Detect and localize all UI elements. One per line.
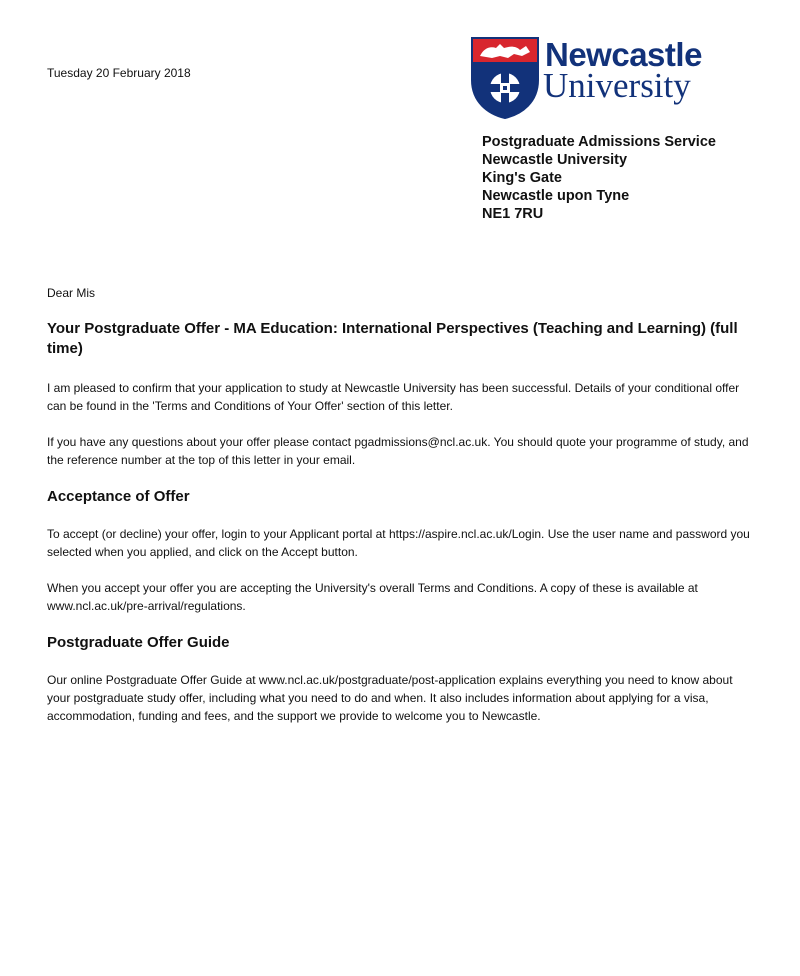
university-logo xyxy=(470,36,715,120)
letter-body xyxy=(47,319,752,743)
logo-line-2: University xyxy=(543,66,691,105)
logo-line-1: Newcastle xyxy=(545,36,702,73)
address-line: Newcastle upon Tyne xyxy=(482,188,630,204)
address-line: NE1 7RU xyxy=(482,206,544,222)
university-crest-icon xyxy=(470,36,540,120)
offer-guide-paragraph: Our online Postgraduate Offer Guide at www.ncl.ac.uk/postgraduate/post-application explains everything you need to know about your postgraduate study offer, including what you need to do and when. It also includes information about applying for a visa, accommodation, funding and fees, and the support we provide to welcome you to Newcastle. xyxy=(47,673,733,723)
sender-address xyxy=(482,133,716,223)
address-line: King's Gate xyxy=(482,170,562,186)
intro-paragraph: I am pleased to confirm that your application to study at Newcastle University has been successful. Details of your conditional offer can be found in the 'Terms and Conditions of Your Offer' section of this letter. xyxy=(47,381,740,413)
section-heading-acceptance: Acceptance of Offer xyxy=(47,488,190,505)
address-line: Newcastle University xyxy=(482,152,628,168)
acceptance-paragraph: To accept (or decline) your offer, login to your Applicant portal at https://aspire.ncl.ac.uk/Login. Use the user name and password you selected when you applied, and click on the Accept button. xyxy=(47,527,750,559)
contact-paragraph: If you have any questions about your offer please contact pgadmissions@ncl.ac.uk. You should quote your programme of study, and the reference number at the top of this letter in your email. xyxy=(47,435,749,467)
salutation: Dear Mis xyxy=(47,286,96,300)
letter-date: Tuesday 20 February 2018 xyxy=(47,66,191,80)
terms-paragraph: When you accept your offer you are accepting the University's overall Terms and Conditions. A copy of these is available at www.ncl.ac.uk/pre-arrival/regulations. xyxy=(47,581,698,613)
address-line: Postgraduate Admissions Service xyxy=(482,134,716,150)
offer-title: Your Postgraduate Offer - MA Education: International Perspectives (Teaching and Learning) (full time) xyxy=(47,320,738,357)
section-heading-offer-guide: Postgraduate Offer Guide xyxy=(47,634,230,651)
